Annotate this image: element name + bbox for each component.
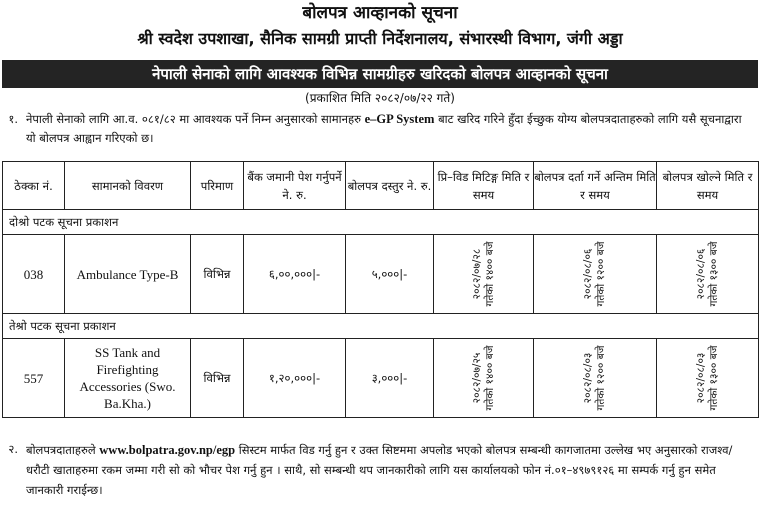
paragraph-1-number: १. <box>8 112 18 126</box>
paragraph-2-text-after: सिस्टम मार्फत विड गर्नु हुन र उक्त सिष्टममा अपलोड भएको बोलपत्र सम्बन्धी कागजातमा उल्लेख भए अनुसारको राजश्व/धरौटी खाताहरुमा रकम जम्मा गरी सो को भौचर पेश गर्नु हुन । साथै, सो सम्बन्धी थप जानकारीको लागि यस कार्यालयको फोन नं.०१–४९७९१२६ मा सम्पर्क गर्नु हुन समेत जानकारी गराईन्छ। <box>26 443 733 497</box>
item-cell: SS Tank and Firefighting Accessories (Swo. Ba.Kha.) <box>65 339 191 418</box>
paragraph-2-text-before: बोलपत्रदाताहरुले <box>26 443 100 457</box>
paragraph-2-text <box>26 440 760 500</box>
paragraph-2 <box>0 440 760 500</box>
header-fee: बोलपत्र दस्तुर ने. रु. <box>346 162 434 210</box>
paragraph-1-text-before: नेपाली सेनाको लागि आ.व. ०८१/८२ मा आवश्यक पर्ने निम्न अनुसारको सामानहरु <box>26 112 365 126</box>
submission-time: गतेको १२०० बजे <box>595 345 607 411</box>
header-contract-no: ठेक्का नं. <box>3 162 65 210</box>
office-name: श्री स्वदेश उपशाखा, सैनिक सामग्री प्राप्ती निर्देशनालय, संभारस्थी विभाग, जंगी अड्डा <box>137 29 623 48</box>
submission-time: गतेको १२०० बजे <box>595 241 607 307</box>
section-row <box>3 210 759 235</box>
fee-cell: ५,०००|- <box>346 235 434 314</box>
section-row <box>3 314 759 339</box>
prebid-time: गतेको १४०० बजे <box>483 241 496 307</box>
paragraph-1 <box>0 110 760 150</box>
notice-title: बोलपत्र आव्हानको सूचना <box>302 3 458 23</box>
header-bank-guarantee: बैंक जमानी पेश गर्नुपर्ने ने. रु. <box>244 162 346 210</box>
egp-system-label: e–GP System <box>364 112 435 126</box>
header-opening: बोलपत्र खोल्ने मिति र समय <box>657 162 759 210</box>
prebid-date: २०८२/०७/२८ <box>470 248 483 300</box>
contract-no-cell: 557 <box>3 339 65 418</box>
header-submission: बोलपत्र दर्ता गर्ने अन्तिम मिति र समय <box>534 162 657 210</box>
header-prebid: प्रि–विड मिटिङ्ग मिति र समय <box>434 162 534 210</box>
table-row <box>3 235 759 314</box>
quantity-cell: विभिन्न <box>191 235 244 314</box>
submission-cell <box>534 339 657 418</box>
header-quantity: परिमाण <box>191 162 244 210</box>
bolpatra-url-link[interactable]: www.bolpatra.gov.np/egp <box>99 443 236 457</box>
opening-cell <box>657 235 759 314</box>
opening-date: २०८२/०८/०३ <box>694 352 707 404</box>
opening-time: गतेको १३०० बजे <box>707 241 720 307</box>
paragraph-1-text <box>26 110 760 150</box>
item-cell: Ambulance Type-B <box>65 235 191 314</box>
table-row <box>3 339 759 418</box>
header-item: सामानको विवरण <box>65 162 191 210</box>
bank-guarantee-cell: ६,००,०००|- <box>244 235 346 314</box>
contract-no-cell: 038 <box>3 235 65 314</box>
submission-date: २०८२/०८/०३ <box>582 352 594 404</box>
table-header-row <box>3 162 759 210</box>
notice-banner: नेपाली सेनाको लागि आवश्यक विभिन्न सामग्रीहरु खरिदको बोलपत्र आव्हानको सूचना <box>2 60 758 88</box>
opening-cell <box>657 339 759 418</box>
opening-date: २०८२/०८/०६ <box>694 248 707 300</box>
section-label: दोश्रो पटक सूचना प्रकाशन <box>3 210 759 235</box>
prebid-time: गतेको १४०० बजे <box>483 345 496 411</box>
paragraph-2-number: २. <box>8 442 18 456</box>
fee-cell: ३,०००|- <box>346 339 434 418</box>
section-label: तेश्रो पटक सूचना प्रकाशन <box>3 314 759 339</box>
tender-table <box>2 161 759 418</box>
submission-date: २०८२/०८/०६ <box>582 248 594 300</box>
opening-time: गतेको १३०० बजे <box>707 345 720 411</box>
published-date: (प्रकाशित मिति २०८२/०७/२२ गते) <box>305 91 455 105</box>
quantity-cell: विभिन्न <box>191 339 244 418</box>
submission-cell <box>534 235 657 314</box>
prebid-date: २०८२/०७/२५ <box>470 352 483 404</box>
bank-guarantee-cell: १,२०,०००|- <box>244 339 346 418</box>
prebid-cell <box>434 235 534 314</box>
paragraph-1-text-after: बाट खरिद गरिने हुँदा ईच्छुक योग्य बोलपत्रदाताहरुको लागि यसै सूचनाद्वारा यो बोलपत्र आह्वान गरिएको छ। <box>26 112 742 145</box>
prebid-cell <box>434 339 534 418</box>
